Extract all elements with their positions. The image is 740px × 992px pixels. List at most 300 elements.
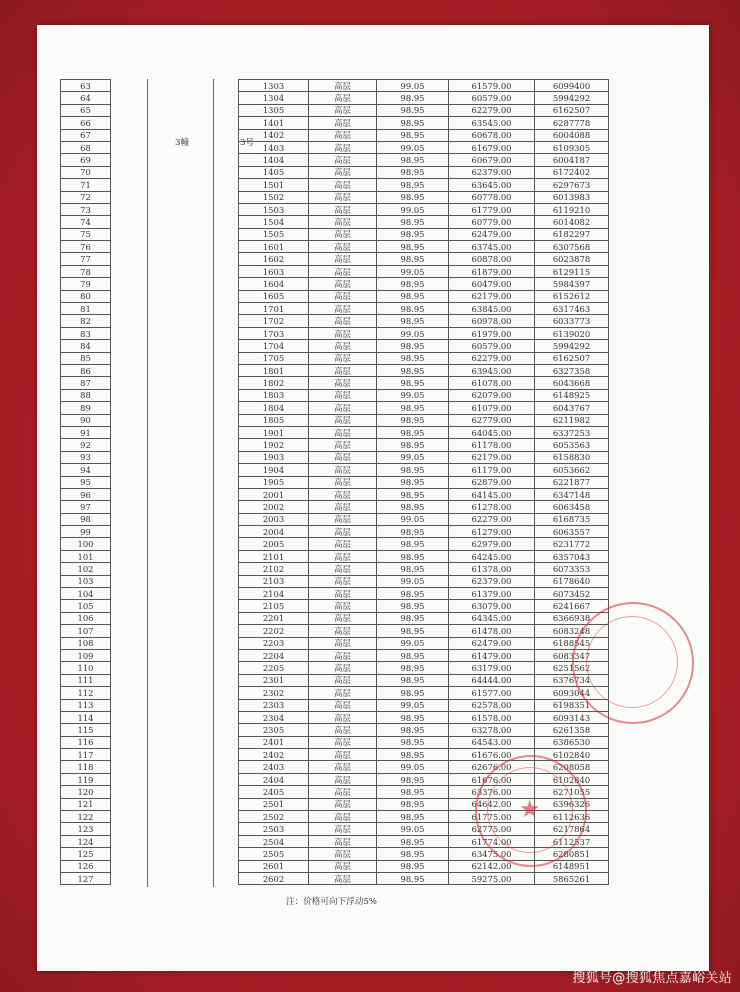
floor-type-cell: 高层 bbox=[309, 228, 377, 240]
row-number-row bbox=[61, 364, 111, 376]
row-number-cell: 109 bbox=[61, 649, 111, 661]
area-cell: 98.95 bbox=[377, 92, 449, 104]
table-row bbox=[239, 575, 609, 587]
floor-type-cell: 高层 bbox=[309, 501, 377, 513]
unit-price-cell: 61078.00 bbox=[449, 377, 535, 389]
room-number-cell: 2305 bbox=[239, 724, 309, 736]
total-price-cell: 6148925 bbox=[535, 389, 609, 401]
room-number-cell: 1701 bbox=[239, 303, 309, 315]
area-cell: 98.95 bbox=[377, 352, 449, 364]
unit-price-cell: 61579.00 bbox=[449, 80, 535, 92]
unit-price-cell: 62279.00 bbox=[449, 352, 535, 364]
room-number-cell: 2403 bbox=[239, 761, 309, 773]
area-cell: 98.95 bbox=[377, 526, 449, 538]
floor-type-cell: 高层 bbox=[309, 575, 377, 587]
room-number-cell: 2204 bbox=[239, 649, 309, 661]
total-price-cell: 6129115 bbox=[535, 265, 609, 277]
row-number-cell: 84 bbox=[61, 340, 111, 352]
total-price-cell: 6178640 bbox=[535, 575, 609, 587]
row-number-cell: 64 bbox=[61, 92, 111, 104]
company-seal-upper bbox=[572, 602, 694, 724]
room-number-cell: 1903 bbox=[239, 451, 309, 463]
total-price-cell: 6093143 bbox=[535, 711, 609, 723]
unit-price-cell: 61379.00 bbox=[449, 588, 535, 600]
total-price-cell: 6013983 bbox=[535, 191, 609, 203]
unit-price-cell: 61178.00 bbox=[449, 439, 535, 451]
floor-type-cell: 高层 bbox=[309, 860, 377, 872]
room-number-cell: 1702 bbox=[239, 315, 309, 327]
room-number-cell: 2103 bbox=[239, 575, 309, 587]
table-row bbox=[239, 265, 609, 277]
table-row bbox=[239, 364, 609, 376]
row-number-cell: 87 bbox=[61, 377, 111, 389]
row-number-cell: 112 bbox=[61, 687, 111, 699]
table-row bbox=[239, 154, 609, 166]
floor-type-cell: 高层 bbox=[309, 687, 377, 699]
unit-price-cell: 64145.00 bbox=[449, 488, 535, 500]
unit-price-cell: 62279.00 bbox=[449, 104, 535, 116]
room-number-cell: 2501 bbox=[239, 798, 309, 810]
floor-type-cell: 高层 bbox=[309, 513, 377, 525]
area-cell: 98.95 bbox=[377, 216, 449, 228]
row-number-row bbox=[61, 228, 111, 240]
row-number-cell: 96 bbox=[61, 488, 111, 500]
area-cell: 99.05 bbox=[377, 513, 449, 525]
unit-price-cell: 63475.00 bbox=[449, 848, 535, 860]
total-price-cell: 6271055 bbox=[535, 786, 609, 798]
room-number-cell: 1304 bbox=[239, 92, 309, 104]
row-number-row bbox=[61, 699, 111, 711]
total-price-cell: 6307568 bbox=[535, 241, 609, 253]
room-number-cell: 1605 bbox=[239, 290, 309, 302]
row-number-cell: 82 bbox=[61, 315, 111, 327]
floor-type-cell: 高层 bbox=[309, 811, 377, 823]
total-price-cell: 6093044 bbox=[535, 687, 609, 699]
table-row bbox=[239, 340, 609, 352]
unit-price-cell: 60779.00 bbox=[449, 216, 535, 228]
table-row bbox=[239, 476, 609, 488]
table-row bbox=[239, 315, 609, 327]
unit-price-cell: 63079.00 bbox=[449, 600, 535, 612]
area-cell: 98.95 bbox=[377, 488, 449, 500]
table-row bbox=[239, 253, 609, 265]
floor-type-cell: 高层 bbox=[309, 488, 377, 500]
unit-price-cell: 63845.00 bbox=[449, 303, 535, 315]
floor-type-cell: 高层 bbox=[309, 550, 377, 562]
floor-type-cell: 高层 bbox=[309, 724, 377, 736]
room-number-cell: 2503 bbox=[239, 823, 309, 835]
unit-price-cell: 62379.00 bbox=[449, 166, 535, 178]
unit-price-cell: 62479.00 bbox=[449, 228, 535, 240]
room-number-cell: 2404 bbox=[239, 773, 309, 785]
room-number-cell: 1501 bbox=[239, 179, 309, 191]
unit-price-cell: 62179.00 bbox=[449, 290, 535, 302]
row-number-row bbox=[61, 451, 111, 463]
area-cell: 98.95 bbox=[377, 402, 449, 414]
row-number-row bbox=[61, 340, 111, 352]
row-number-cell: 78 bbox=[61, 265, 111, 277]
unit-price-cell: 61578.00 bbox=[449, 711, 535, 723]
floor-type-cell: 高层 bbox=[309, 873, 377, 885]
row-number-cell: 114 bbox=[61, 711, 111, 723]
area-cell: 98.95 bbox=[377, 166, 449, 178]
floor-type-cell: 高层 bbox=[309, 340, 377, 352]
total-price-cell: 6023878 bbox=[535, 253, 609, 265]
floor-type-cell: 高层 bbox=[309, 563, 377, 575]
table-row bbox=[239, 550, 609, 562]
row-number-cell: 97 bbox=[61, 501, 111, 513]
total-price-cell: 6297673 bbox=[535, 179, 609, 191]
table-row bbox=[239, 389, 609, 401]
area-cell: 98.95 bbox=[377, 674, 449, 686]
floor-type-cell: 高层 bbox=[309, 191, 377, 203]
row-number-cell: 118 bbox=[61, 761, 111, 773]
room-number-cell: 1704 bbox=[239, 340, 309, 352]
unit-price-cell: 60679.00 bbox=[449, 154, 535, 166]
room-number-cell: 2002 bbox=[239, 501, 309, 513]
area-cell: 98.95 bbox=[377, 290, 449, 302]
row-number-row bbox=[61, 80, 111, 92]
room-number-cell: 2201 bbox=[239, 612, 309, 624]
table-row bbox=[239, 402, 609, 414]
area-cell: 98.95 bbox=[377, 612, 449, 624]
area-cell: 99.05 bbox=[377, 203, 449, 215]
total-price-cell: 6119210 bbox=[535, 203, 609, 215]
total-price-cell: 6083248 bbox=[535, 625, 609, 637]
row-number-cell: 79 bbox=[61, 278, 111, 290]
row-number-row bbox=[61, 352, 111, 364]
total-price-cell: 6139020 bbox=[535, 327, 609, 339]
row-number-cell: 125 bbox=[61, 848, 111, 860]
room-number-cell: 2003 bbox=[239, 513, 309, 525]
total-price-cell: 6168735 bbox=[535, 513, 609, 525]
row-number-row bbox=[61, 637, 111, 649]
total-price-cell: 6083347 bbox=[535, 649, 609, 661]
total-price-cell: 5865261 bbox=[535, 873, 609, 885]
floor-type-cell: 高层 bbox=[309, 327, 377, 339]
table-row bbox=[239, 352, 609, 364]
area-cell: 98.95 bbox=[377, 860, 449, 872]
row-number-cell: 74 bbox=[61, 216, 111, 228]
floor-type-cell: 高层 bbox=[309, 179, 377, 191]
room-number-cell: 1505 bbox=[239, 228, 309, 240]
row-number-row bbox=[61, 488, 111, 500]
area-cell: 98.95 bbox=[377, 501, 449, 513]
unit-price-cell: 62676.00 bbox=[449, 761, 535, 773]
table-row bbox=[239, 241, 609, 253]
unit-price-cell: 60678.00 bbox=[449, 129, 535, 141]
row-number-row bbox=[61, 439, 111, 451]
row-number-row bbox=[61, 464, 111, 476]
floor-type-cell: 高层 bbox=[309, 80, 377, 92]
row-number-cell: 86 bbox=[61, 364, 111, 376]
floor-type-cell: 高层 bbox=[309, 625, 377, 637]
row-number-cell: 123 bbox=[61, 823, 111, 835]
table-row bbox=[239, 464, 609, 476]
floor-type-cell: 高层 bbox=[309, 278, 377, 290]
total-price-cell: 6148951 bbox=[535, 860, 609, 872]
row-number-row bbox=[61, 860, 111, 872]
floor-type-cell: 高层 bbox=[309, 637, 377, 649]
room-number-cell: 1803 bbox=[239, 389, 309, 401]
area-cell: 99.05 bbox=[377, 823, 449, 835]
total-price-cell: 6053563 bbox=[535, 439, 609, 451]
row-number-cell: 93 bbox=[61, 451, 111, 463]
floor-type-cell: 高层 bbox=[309, 451, 377, 463]
unit-price-cell: 61779.00 bbox=[449, 203, 535, 215]
area-cell: 98.95 bbox=[377, 588, 449, 600]
row-number-cell: 98 bbox=[61, 513, 111, 525]
table-row bbox=[239, 563, 609, 575]
row-number-cell: 119 bbox=[61, 773, 111, 785]
row-number-row bbox=[61, 203, 111, 215]
total-price-cell: 6217864 bbox=[535, 823, 609, 835]
row-number-cell: 88 bbox=[61, 389, 111, 401]
row-number-cell: 76 bbox=[61, 241, 111, 253]
room-number-cell: 1305 bbox=[239, 104, 309, 116]
floor-type-cell: 高层 bbox=[309, 377, 377, 389]
row-number-row bbox=[61, 612, 111, 624]
row-number-cell: 120 bbox=[61, 786, 111, 798]
row-number-row bbox=[61, 303, 111, 315]
row-number-row bbox=[61, 290, 111, 302]
table-row bbox=[239, 166, 609, 178]
room-number-cell: 2203 bbox=[239, 637, 309, 649]
area-cell: 98.95 bbox=[377, 662, 449, 674]
total-price-cell: 6261358 bbox=[535, 724, 609, 736]
area-cell: 98.95 bbox=[377, 550, 449, 562]
row-number-row bbox=[61, 154, 111, 166]
table-row bbox=[239, 501, 609, 513]
row-number-row bbox=[61, 513, 111, 525]
floor-type-cell: 高层 bbox=[309, 786, 377, 798]
floor-type-cell: 高层 bbox=[309, 265, 377, 277]
table-row bbox=[239, 513, 609, 525]
unit-price-cell: 62079.00 bbox=[449, 389, 535, 401]
row-number-cell: 66 bbox=[61, 117, 111, 129]
row-number-row bbox=[61, 315, 111, 327]
unit-price-cell: 63376.00 bbox=[449, 786, 535, 798]
row-number-cell: 83 bbox=[61, 327, 111, 339]
room-number-cell: 2602 bbox=[239, 873, 309, 885]
total-price-cell: 6327358 bbox=[535, 364, 609, 376]
area-cell: 98.95 bbox=[377, 315, 449, 327]
room-number-cell: 2001 bbox=[239, 488, 309, 500]
unit-price-cell: 63945.00 bbox=[449, 364, 535, 376]
total-price-cell: 6043767 bbox=[535, 402, 609, 414]
table-row bbox=[239, 303, 609, 315]
floor-type-cell: 高层 bbox=[309, 476, 377, 488]
row-number-cell: 105 bbox=[61, 600, 111, 612]
total-price-cell: 6376734 bbox=[535, 674, 609, 686]
area-cell: 98.95 bbox=[377, 687, 449, 699]
floor-type-cell: 高层 bbox=[309, 439, 377, 451]
row-number-cell: 103 bbox=[61, 575, 111, 587]
room-number-cell: 1402 bbox=[239, 129, 309, 141]
table-row bbox=[239, 588, 609, 600]
row-number-cell: 117 bbox=[61, 749, 111, 761]
total-price-cell: 6386530 bbox=[535, 736, 609, 748]
unit-price-cell: 61979.00 bbox=[449, 327, 535, 339]
area-cell: 99.05 bbox=[377, 451, 449, 463]
total-price-cell: 6014082 bbox=[535, 216, 609, 228]
row-number-row bbox=[61, 253, 111, 265]
row-number-cell: 70 bbox=[61, 166, 111, 178]
total-price-cell: 5984397 bbox=[535, 278, 609, 290]
total-price-cell: 6073452 bbox=[535, 588, 609, 600]
unit-price-cell: 63745.00 bbox=[449, 241, 535, 253]
area-cell: 99.05 bbox=[377, 761, 449, 773]
area-cell: 98.95 bbox=[377, 377, 449, 389]
floor-type-cell: 高层 bbox=[309, 352, 377, 364]
floor-type-cell: 高层 bbox=[309, 216, 377, 228]
table-row bbox=[239, 228, 609, 240]
unit-price-cell: 61478.00 bbox=[449, 625, 535, 637]
total-price-cell: 6102840 bbox=[535, 773, 609, 785]
room-number-cell: 1901 bbox=[239, 426, 309, 438]
room-number-cell: 2102 bbox=[239, 563, 309, 575]
area-cell: 98.95 bbox=[377, 625, 449, 637]
floor-type-cell: 高层 bbox=[309, 464, 377, 476]
row-number-cell: 73 bbox=[61, 203, 111, 215]
total-price-cell: 6357043 bbox=[535, 550, 609, 562]
row-number-row bbox=[61, 104, 111, 116]
room-number-cell: 2104 bbox=[239, 588, 309, 600]
row-number-cell: 81 bbox=[61, 303, 111, 315]
room-number-cell: 1804 bbox=[239, 402, 309, 414]
table-row bbox=[239, 104, 609, 116]
row-number-cell: 75 bbox=[61, 228, 111, 240]
floor-type-cell: 高层 bbox=[309, 290, 377, 302]
total-price-cell: 6396326 bbox=[535, 798, 609, 810]
row-number-row bbox=[61, 538, 111, 550]
row-number-cell: 106 bbox=[61, 612, 111, 624]
table-row bbox=[239, 488, 609, 500]
floor-type-cell: 高层 bbox=[309, 699, 377, 711]
total-price-cell: 6152612 bbox=[535, 290, 609, 302]
room-number-cell: 1703 bbox=[239, 327, 309, 339]
row-number-cell: 116 bbox=[61, 736, 111, 748]
area-cell: 98.95 bbox=[377, 117, 449, 129]
table-row bbox=[239, 377, 609, 389]
row-number-cell: 91 bbox=[61, 426, 111, 438]
room-number-cell: 1805 bbox=[239, 414, 309, 426]
room-number-cell: 1401 bbox=[239, 117, 309, 129]
total-price-cell: 6112636 bbox=[535, 811, 609, 823]
row-number-row bbox=[61, 191, 111, 203]
room-number-cell: 2405 bbox=[239, 786, 309, 798]
row-number-row bbox=[61, 798, 111, 810]
seal-inner-ring bbox=[586, 616, 678, 708]
row-number-row bbox=[61, 873, 111, 885]
row-number-cell: 68 bbox=[61, 141, 111, 153]
total-price-cell: 6198351 bbox=[535, 699, 609, 711]
row-number-cell: 90 bbox=[61, 414, 111, 426]
table-row bbox=[239, 117, 609, 129]
table-row bbox=[239, 426, 609, 438]
row-number-row bbox=[61, 625, 111, 637]
floor-type-cell: 高层 bbox=[309, 674, 377, 686]
table-row bbox=[239, 414, 609, 426]
row-number-cell: 99 bbox=[61, 526, 111, 538]
unit-price-cell: 60479.00 bbox=[449, 278, 535, 290]
unit-price-cell: 62279.00 bbox=[449, 513, 535, 525]
row-number-row bbox=[61, 327, 111, 339]
area-cell: 98.95 bbox=[377, 464, 449, 476]
unit-price-cell: 62879.00 bbox=[449, 476, 535, 488]
total-price-cell: 6221877 bbox=[535, 476, 609, 488]
area-cell: 98.95 bbox=[377, 253, 449, 265]
unit-price-cell: 62779.00 bbox=[449, 414, 535, 426]
unit-price-cell: 63545.00 bbox=[449, 117, 535, 129]
row-number-cell: 111 bbox=[61, 674, 111, 686]
total-price-cell: 6337253 bbox=[535, 426, 609, 438]
area-cell: 98.95 bbox=[377, 414, 449, 426]
area-cell: 98.95 bbox=[377, 724, 449, 736]
row-number-row bbox=[61, 526, 111, 538]
total-price-cell: 6182297 bbox=[535, 228, 609, 240]
unit-price-cell: 62775.00 bbox=[449, 823, 535, 835]
unit-price-cell: 60778.00 bbox=[449, 191, 535, 203]
total-price-cell: 6287778 bbox=[535, 117, 609, 129]
row-number-row bbox=[61, 649, 111, 661]
unit-price-cell: 61676.00 bbox=[449, 749, 535, 761]
table-row bbox=[239, 600, 609, 612]
unit-price-cell: 61279.00 bbox=[449, 526, 535, 538]
room-number-cell: 1405 bbox=[239, 166, 309, 178]
row-number-row bbox=[61, 501, 111, 513]
area-cell: 98.95 bbox=[377, 191, 449, 203]
row-number-cell: 63 bbox=[61, 80, 111, 92]
room-number-cell: 1802 bbox=[239, 377, 309, 389]
unit-price-cell: 62379.00 bbox=[449, 575, 535, 587]
unit-price-cell: 61179.00 bbox=[449, 464, 535, 476]
row-number-cell: 107 bbox=[61, 625, 111, 637]
row-number-row bbox=[61, 377, 111, 389]
floor-type-cell: 高层 bbox=[309, 798, 377, 810]
room-number-cell: 1801 bbox=[239, 364, 309, 376]
room-number-cell: 1602 bbox=[239, 253, 309, 265]
floor-type-cell: 高层 bbox=[309, 402, 377, 414]
table-row bbox=[239, 290, 609, 302]
total-price-cell: 6231772 bbox=[535, 538, 609, 550]
total-price-cell: 6158830 bbox=[535, 451, 609, 463]
total-price-cell: 6188545 bbox=[535, 637, 609, 649]
row-number-cell: 71 bbox=[61, 179, 111, 191]
company-seal-lower bbox=[475, 755, 587, 867]
floor-type-cell: 高层 bbox=[309, 773, 377, 785]
divider-line-left bbox=[147, 79, 148, 887]
room-number-cell: 2004 bbox=[239, 526, 309, 538]
row-number-row bbox=[61, 724, 111, 736]
table-row bbox=[239, 625, 609, 637]
table-row bbox=[239, 141, 609, 153]
row-number-row bbox=[61, 389, 111, 401]
unit-price-cell: 61774.00 bbox=[449, 835, 535, 847]
table-row bbox=[239, 736, 609, 748]
floor-type-cell: 高层 bbox=[309, 129, 377, 141]
area-cell: 98.95 bbox=[377, 798, 449, 810]
total-price-cell: 6251562 bbox=[535, 662, 609, 674]
total-price-cell: 6004187 bbox=[535, 154, 609, 166]
room-number-cell: 1303 bbox=[239, 80, 309, 92]
area-cell: 98.95 bbox=[377, 873, 449, 885]
floor-type-cell: 高层 bbox=[309, 364, 377, 376]
table-row bbox=[239, 699, 609, 711]
row-number-cell: 85 bbox=[61, 352, 111, 364]
seal-star-icon: ★ bbox=[519, 795, 541, 823]
room-number-cell: 2504 bbox=[239, 835, 309, 847]
